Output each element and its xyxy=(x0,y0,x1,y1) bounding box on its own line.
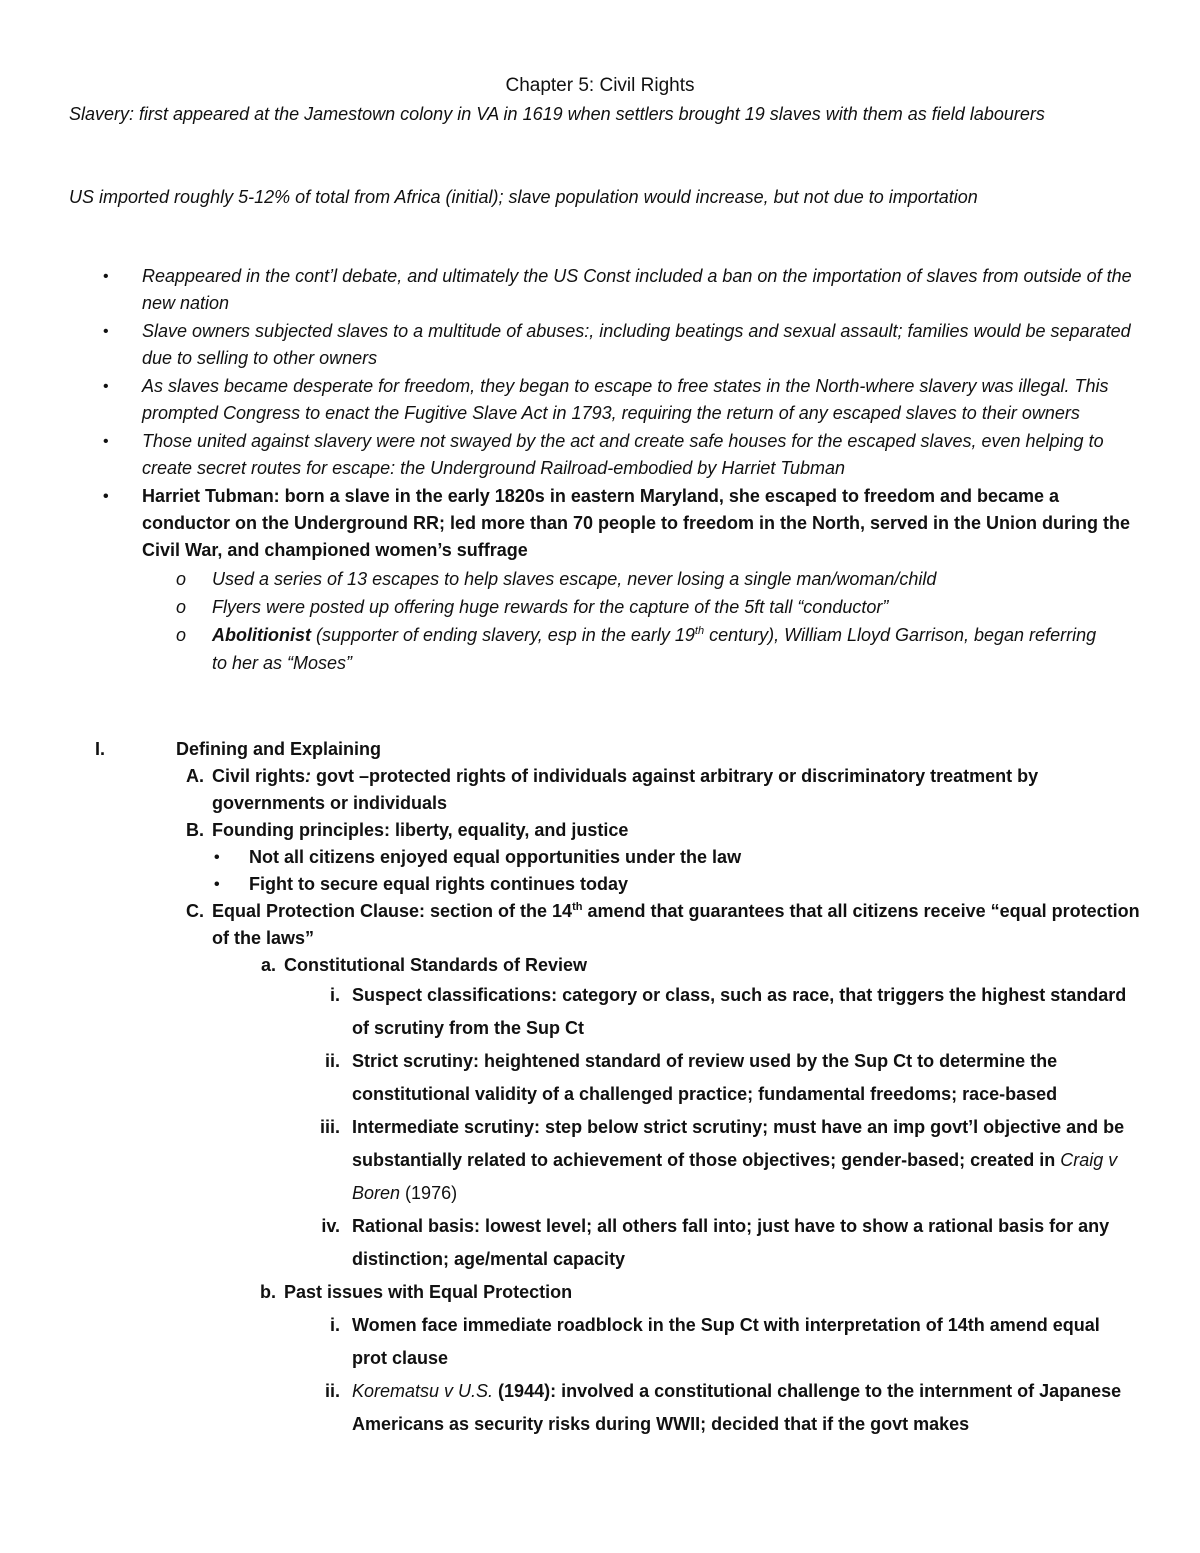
sub-list-item xyxy=(0,593,1112,621)
bullet-text: Reappeared in the cont’l debate, and ultimately the US Const included a ban on the importation of slaves from outside of the new nation xyxy=(142,266,1132,313)
outline-roman-item xyxy=(0,1045,1132,1111)
outline-marker: i. xyxy=(329,985,340,1005)
outline-marker: i. xyxy=(329,1315,340,1335)
bullet-text: Those united against slavery were not swayed by the act and create safe houses for the escaped slaves, even helping to create secret routes for escape: the Underground Railroad-embodied by Harriet Tubman xyxy=(142,431,1104,478)
intro-paragraph-slavery: Slavery: first appeared at the Jamestown colony in VA in 1619 when settlers brought 19 slaves with them as field labourers xyxy=(69,104,1045,124)
outline-marker: ii. xyxy=(324,1051,340,1071)
bullet-marker: • xyxy=(214,849,220,866)
outline-roman-text: Women face immediate roadblock in the Sup Ct with interpretation of 14th amend equal prot clause xyxy=(352,1315,1100,1368)
list-item xyxy=(0,373,1132,427)
sub-bullet-marker: o xyxy=(176,569,187,589)
case-name: Korematsu v U.S. xyxy=(352,1381,494,1401)
ordinal-suffix: th xyxy=(694,625,705,637)
outline-bullet xyxy=(0,871,1129,898)
outline-marker: I. xyxy=(95,739,106,759)
case-year: (1976) xyxy=(400,1183,458,1203)
outline-roman-text: Suspect classifications: category or class, such as race, that triggers the highest standard of scrutiny from the Sup Ct xyxy=(352,985,1127,1038)
outline-roman-text: (1944): involved a constitutional challenge to the internment of Japanese Americans as security risks during WWII; decided that if the govt makes xyxy=(352,1381,1122,1434)
page-title: Chapter 5: Civil Rights xyxy=(505,75,695,96)
outline-subitem-standards xyxy=(0,952,1134,979)
outline-bullet-text: Fight to secure equal rights continues today xyxy=(249,874,629,894)
outline-item-text: Founding principles: liberty, equality, and justice xyxy=(212,820,629,840)
abolitionist-definition: (supporter of ending slavery, esp in the early 19 xyxy=(316,625,695,645)
colon: : xyxy=(305,766,312,786)
ordinal-suffix: th xyxy=(572,901,583,913)
abolitionist-definition-tail: century), William Lloyd Garrison, began referring to her as “Moses” xyxy=(212,625,1097,673)
outline-bullet xyxy=(0,844,1129,871)
outline-bullet-text: Not all citizens enjoyed equal opportunities under the law xyxy=(249,847,742,867)
outline-roman-text: Intermediate scrutiny: step below strict scrutiny; must have an imp govt’l objective and be substantially related to achievement of those objectives; gender-based; created in xyxy=(352,1117,1125,1170)
list-item xyxy=(0,428,1132,482)
list-item xyxy=(0,263,1132,317)
sub-bullet-text: Flyers were posted up offering huge rewards for the capture of the 5ft tall “conductor” xyxy=(212,597,889,617)
outline-marker: iv. xyxy=(321,1216,340,1236)
outline-marker: b. xyxy=(260,1282,276,1302)
outline-section xyxy=(0,735,1200,1441)
bullet-marker: • xyxy=(103,323,109,340)
sub-bullet-text: Used a series of 13 escapes to help slaves escape, never losing a single man/woman/child xyxy=(212,569,937,589)
outline-item-founding-principles xyxy=(0,817,1142,844)
history-bullet-list xyxy=(0,263,1200,677)
outline-item-civil-rights xyxy=(0,763,1142,817)
list-item xyxy=(0,318,1132,372)
outline-marker: C. xyxy=(186,901,204,921)
bullet-marker: • xyxy=(103,378,109,395)
abolitionist-term: Abolitionist xyxy=(212,625,311,645)
outline-roman-item xyxy=(0,1111,1132,1210)
outline-marker: A. xyxy=(186,766,204,786)
bullet-text: Harriet Tubman: born a slave in the early 1820s in eastern Maryland, she escaped to freedom and became a conductor on the Underground RR; led more than 70 people to freedom in the North, served in the Union during the Civil War, and championed women’s suffrage xyxy=(142,486,1131,560)
list-item-harriet-tubman xyxy=(0,483,1132,564)
sub-bullet-marker: o xyxy=(176,597,187,617)
outline-item-text: Equal Protection Clause: section of the 14 xyxy=(212,901,573,921)
outline-subitem-text: Past issues with Equal Protection xyxy=(284,1282,573,1302)
outline-roman-item xyxy=(0,1309,1132,1375)
bullet-marker: • xyxy=(214,876,220,893)
bullet-text: Slave owners subjected slaves to a multitude of abuses:, including beatings and sexual assault; families would be separated due to selling to other owners xyxy=(142,321,1131,368)
bullet-text: As slaves became desperate for freedom, they began to escape to free states in the North-where slavery was illegal. This prompted Congress to enact the Fugitive Slave Act in 1793, requiring the return of any escaped slaves to their owners xyxy=(142,376,1109,423)
bullet-marker: • xyxy=(103,268,109,285)
outline-marker: B. xyxy=(186,820,204,840)
outline-marker: ii. xyxy=(324,1381,340,1401)
outline-marker: a. xyxy=(260,955,276,975)
sub-list-item-abolitionist xyxy=(0,621,1112,677)
outline-roman-item xyxy=(0,979,1132,1045)
outline-roman-text: Rational basis: lowest level; all others fall into; just have to show a rational basis for any distinction; age/mental capacity xyxy=(352,1216,1110,1269)
sub-list-item xyxy=(0,565,1112,593)
sub-bullet-marker: o xyxy=(176,625,187,645)
outline-roman-item xyxy=(0,1210,1132,1276)
outline-subitem-past-issues xyxy=(0,1276,1134,1309)
civil-rights-definition: govt –protected rights of individuals against arbitrary or discriminatory treatment by governments or individuals xyxy=(212,766,1039,813)
civil-rights-term: Civil rights xyxy=(212,766,306,786)
case-name: Craig v Boren xyxy=(352,1150,1118,1203)
outline-roman-text: Strict scrutiny: heightened standard of review used by the Sup Ct to determine the constitutional validity of a challenged practice; fundamental freedoms; race-based xyxy=(352,1051,1058,1104)
outline-heading-defining xyxy=(0,735,1126,763)
outline-marker: iii. xyxy=(319,1117,340,1137)
outline-item-equal-protection xyxy=(0,898,1142,952)
outline-subitem-text: Constitutional Standards of Review xyxy=(284,955,588,975)
outline-roman-item xyxy=(0,1375,1132,1441)
bullet-marker: • xyxy=(103,488,109,505)
intro-paragraph-imports: US imported roughly 5-12% of total from Africa (initial); slave population would increase, but not due to importation xyxy=(69,187,978,207)
outline-heading-text: Defining and Explaining xyxy=(176,739,382,759)
outline-item-text-tail: amend that guarantees that all citizens receive “equal protection of the laws” xyxy=(212,901,1140,948)
bullet-marker: • xyxy=(103,433,109,450)
